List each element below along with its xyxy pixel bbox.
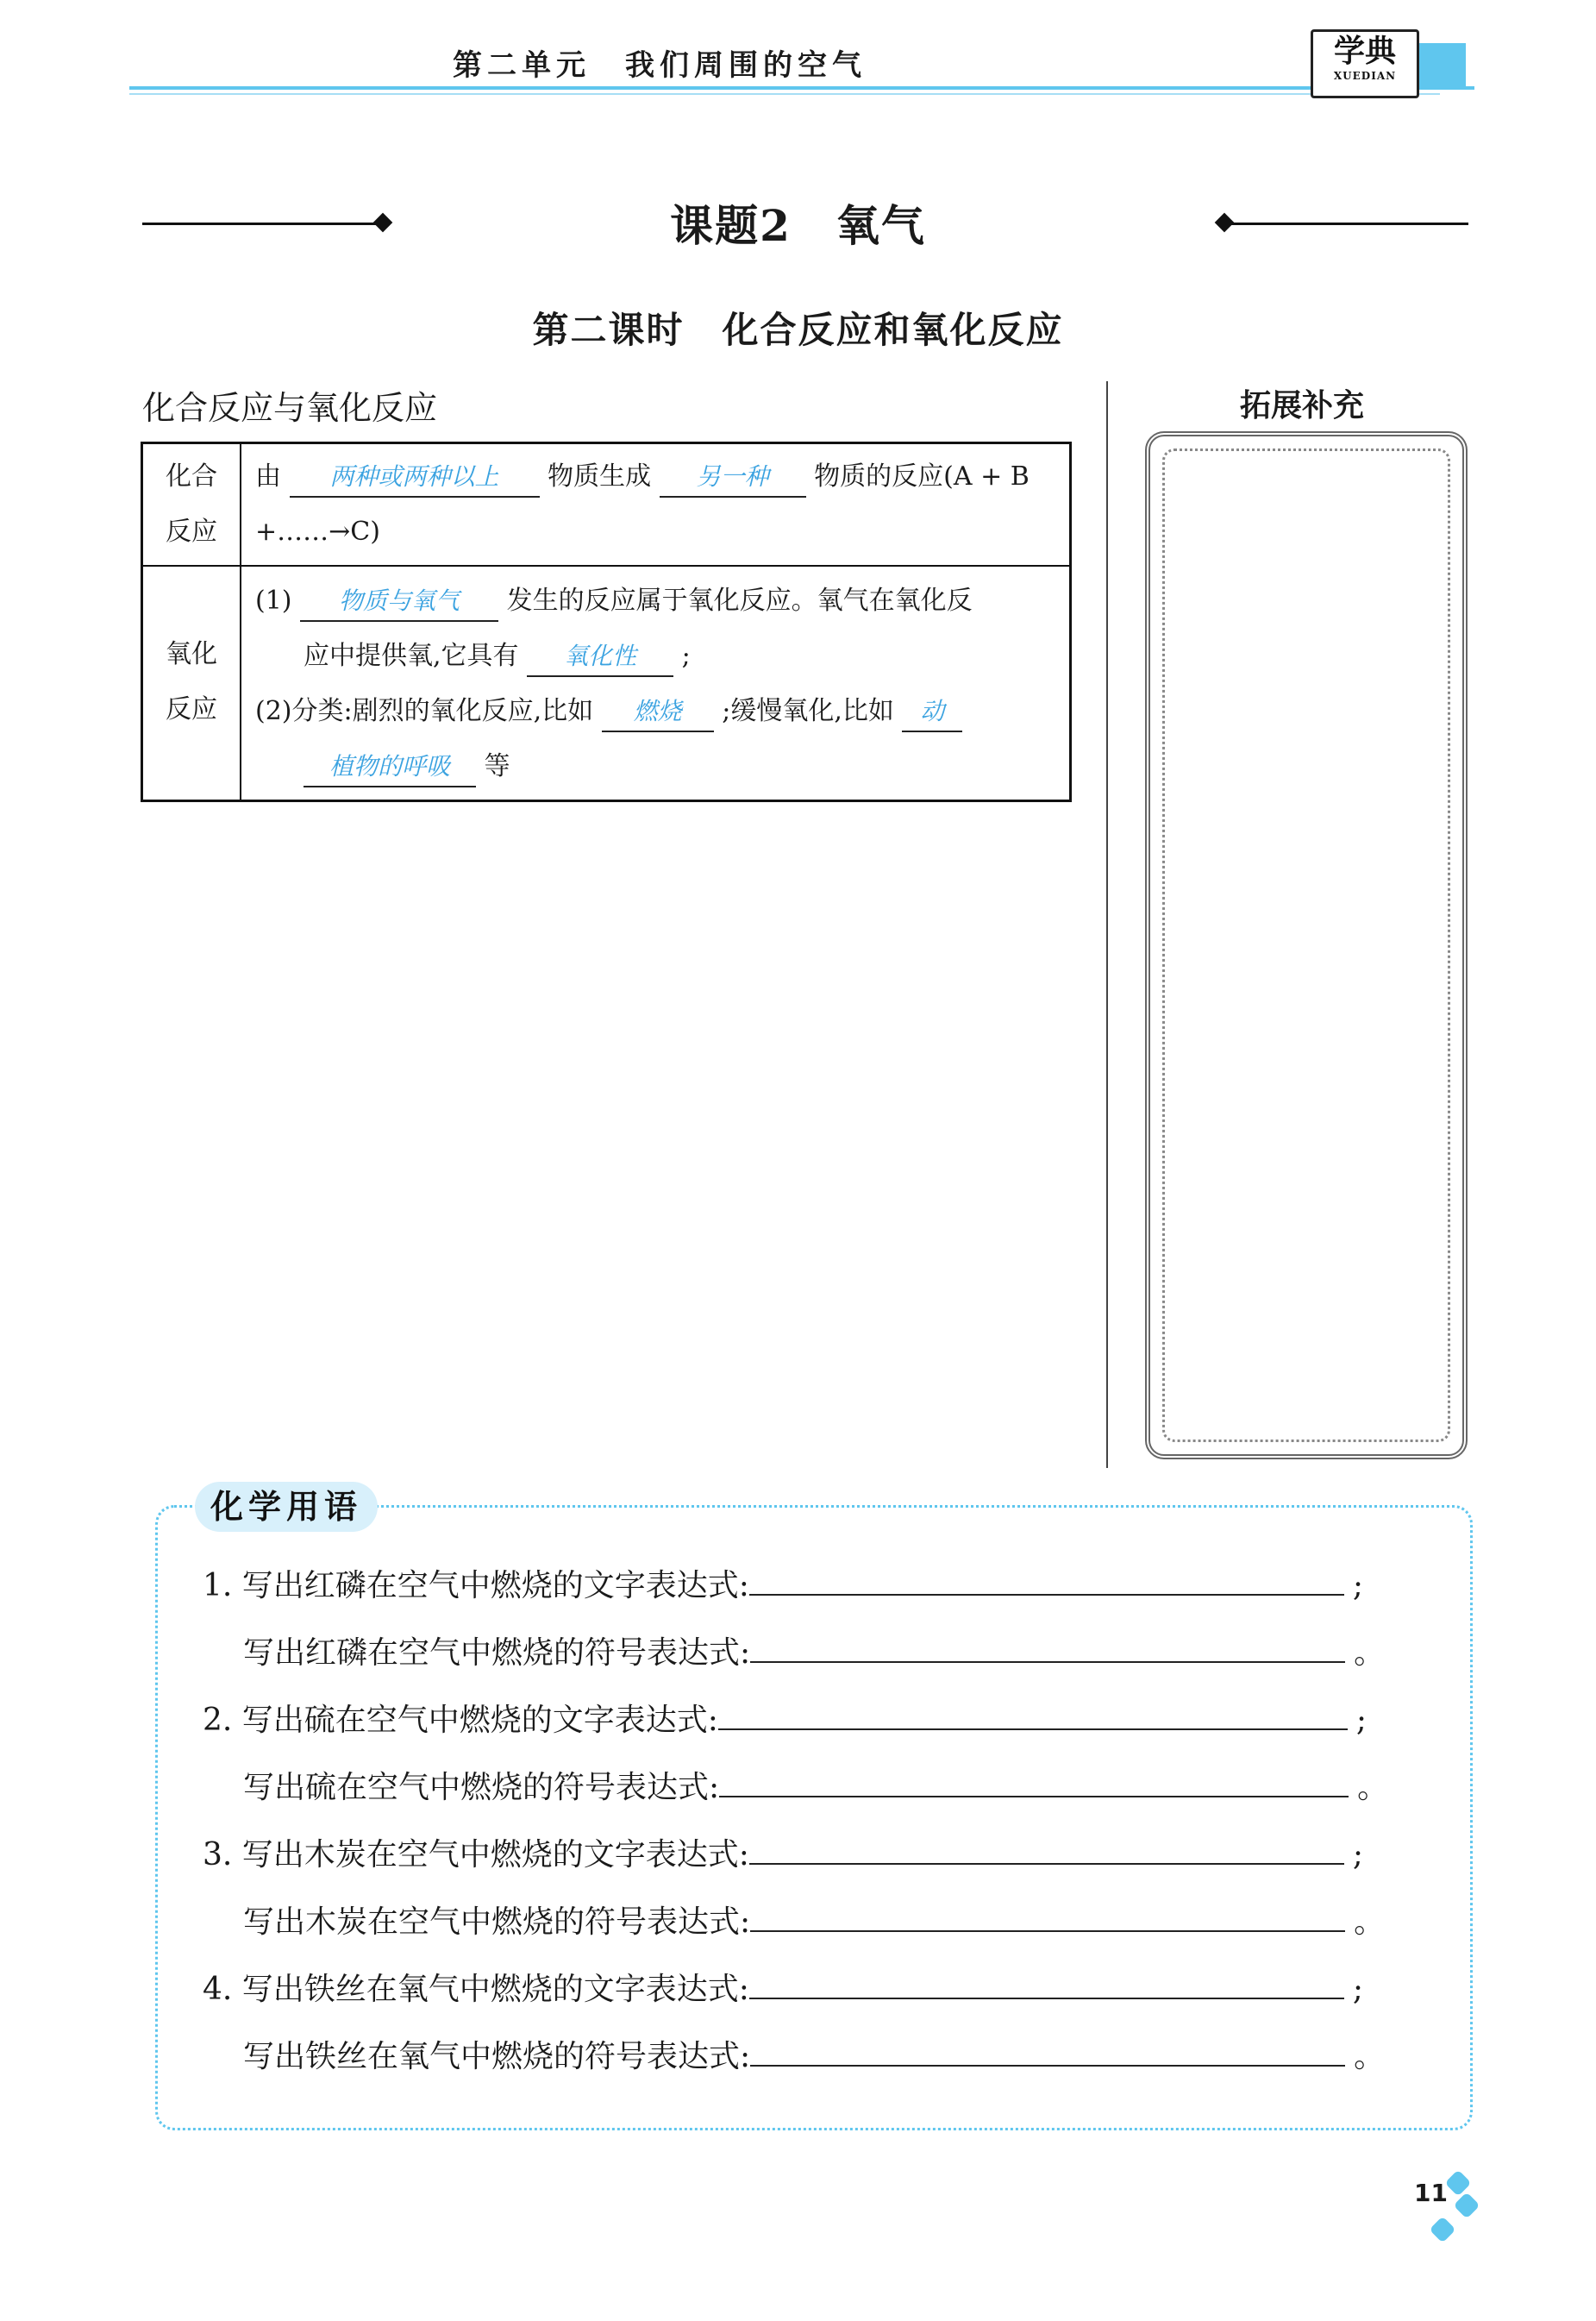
- answer-blank: 动: [902, 693, 962, 732]
- text-fragment: ;缓慢氧化,比如: [722, 696, 894, 726]
- table-vertical-rule: [240, 444, 241, 800]
- question-item: [243, 2030, 1385, 2079]
- question-item: [203, 1829, 1363, 1877]
- page-number: 11: [1414, 2179, 1448, 2207]
- question-end-mark: 。: [1354, 1904, 1386, 1940]
- header-rule: [129, 86, 1474, 90]
- text-fragment: 物质的反应(A + B: [814, 461, 1030, 492]
- logo-stripe: [1414, 43, 1466, 86]
- question-end-mark: 。: [1354, 2039, 1386, 2074]
- column-divider: [1106, 381, 1108, 1468]
- oxidation-reaction-label: [143, 627, 240, 737]
- table-horizontal-rule: [143, 565, 1069, 567]
- answer-line[interactable]: [750, 1896, 1345, 1932]
- text-fragment: 发生的反应属于氧化反应。氧气在氧化反: [506, 586, 973, 616]
- page-subtitle: 第二课时 化合反应和氧化反应: [532, 309, 1064, 351]
- answer-line[interactable]: [749, 1829, 1344, 1865]
- question-text: 写出铁丝在氧气中燃烧的符号表达式:: [243, 2039, 751, 2074]
- question-item: [203, 1694, 1367, 1742]
- text-fragment: (2)分类:剧烈的氧化反应,比如: [255, 696, 594, 726]
- question-item: [243, 1761, 1388, 1810]
- label-line: 反应: [166, 517, 217, 547]
- answer-line[interactable]: [719, 1761, 1349, 1797]
- logo-sub-text: XUEDIAN: [1333, 70, 1397, 82]
- answer-line[interactable]: [750, 1627, 1345, 1663]
- oxidation-reaction-definition: [255, 574, 1066, 794]
- question-item: [203, 1963, 1363, 2011]
- unit-header: 第二单元 我们周围的空气: [453, 48, 867, 83]
- text-fragment: +……→C): [255, 517, 380, 547]
- question-text: 3. 写出木炭在空气中燃烧的文字表达式:: [203, 1837, 749, 1872]
- question-text: 写出红磷在空气中燃烧的符号表达式:: [243, 1635, 751, 1671]
- question-end-mark: ;: [1352, 1972, 1364, 2007]
- text-fragment: ;: [681, 641, 691, 671]
- question-text: 写出硫在空气中燃烧的符号表达式:: [243, 1770, 720, 1805]
- question-end-mark: ;: [1352, 1568, 1364, 1603]
- question-text: 写出木炭在空气中燃烧的符号表达式:: [243, 1904, 751, 1940]
- question-end-mark: 。: [1354, 1635, 1386, 1671]
- combination-reaction-label: [143, 449, 240, 560]
- question-item: [243, 1627, 1385, 1675]
- answer-blank: 另一种: [660, 458, 806, 498]
- combination-reaction-definition: [255, 449, 1066, 560]
- extension-notes-inner-border: [1162, 449, 1450, 1442]
- text-fragment: 物质生成: [548, 461, 652, 492]
- reaction-table: [141, 442, 1072, 802]
- question-item: [203, 1559, 1363, 1608]
- text-fragment: (1): [255, 586, 292, 616]
- question-end-mark: ;: [1352, 1837, 1364, 1872]
- header-rule-secondary: [129, 93, 1440, 95]
- page-title: 课题2 氧气: [670, 200, 926, 251]
- answer-blank: 两种或两种以上: [290, 458, 540, 498]
- section-heading: 化合反应与氧化反应: [142, 389, 438, 427]
- label-line: 化合: [166, 461, 217, 492]
- text-fragment: 由: [255, 461, 281, 492]
- answer-blank: 物质与氧气: [300, 582, 498, 622]
- answer-blank: 燃烧: [602, 693, 714, 732]
- label-line: 氧化: [166, 639, 217, 669]
- question-text: 4. 写出铁丝在氧气中燃烧的文字表达式:: [203, 1972, 749, 2007]
- extension-notes-box: [1145, 431, 1468, 1459]
- label-line: 反应: [166, 694, 217, 725]
- extension-panel-title: 拓展补充: [1239, 388, 1364, 423]
- answer-blank: 氧化性: [527, 637, 673, 677]
- answer-line[interactable]: [750, 2030, 1345, 2067]
- text-fragment: 等: [484, 751, 510, 781]
- answer-line[interactable]: [718, 1694, 1348, 1730]
- title-rule-right: [1223, 223, 1468, 225]
- question-text: 1. 写出红磷在空气中燃烧的文字表达式:: [203, 1568, 749, 1603]
- question-end-mark: 。: [1357, 1770, 1389, 1805]
- publisher-logo: [1311, 29, 1419, 98]
- question-text: 2. 写出硫在空气中燃烧的文字表达式:: [203, 1703, 718, 1738]
- hexagon-decoration-icon: [1429, 2216, 1455, 2243]
- chemistry-terms-badge: 化学用语: [195, 1482, 378, 1532]
- hexagon-decoration-icon: [1444, 2169, 1471, 2196]
- text-fragment: 应中提供氧,它具有: [304, 641, 519, 671]
- answer-line[interactable]: [749, 1559, 1344, 1596]
- question-end-mark: ;: [1355, 1703, 1368, 1738]
- answer-blank: 植物的呼吸: [304, 748, 476, 787]
- hexagon-decoration-icon: [1453, 2192, 1480, 2218]
- answer-line[interactable]: [749, 1963, 1344, 1999]
- question-item: [243, 1896, 1385, 1944]
- logo-main-text: 学典: [1333, 33, 1396, 69]
